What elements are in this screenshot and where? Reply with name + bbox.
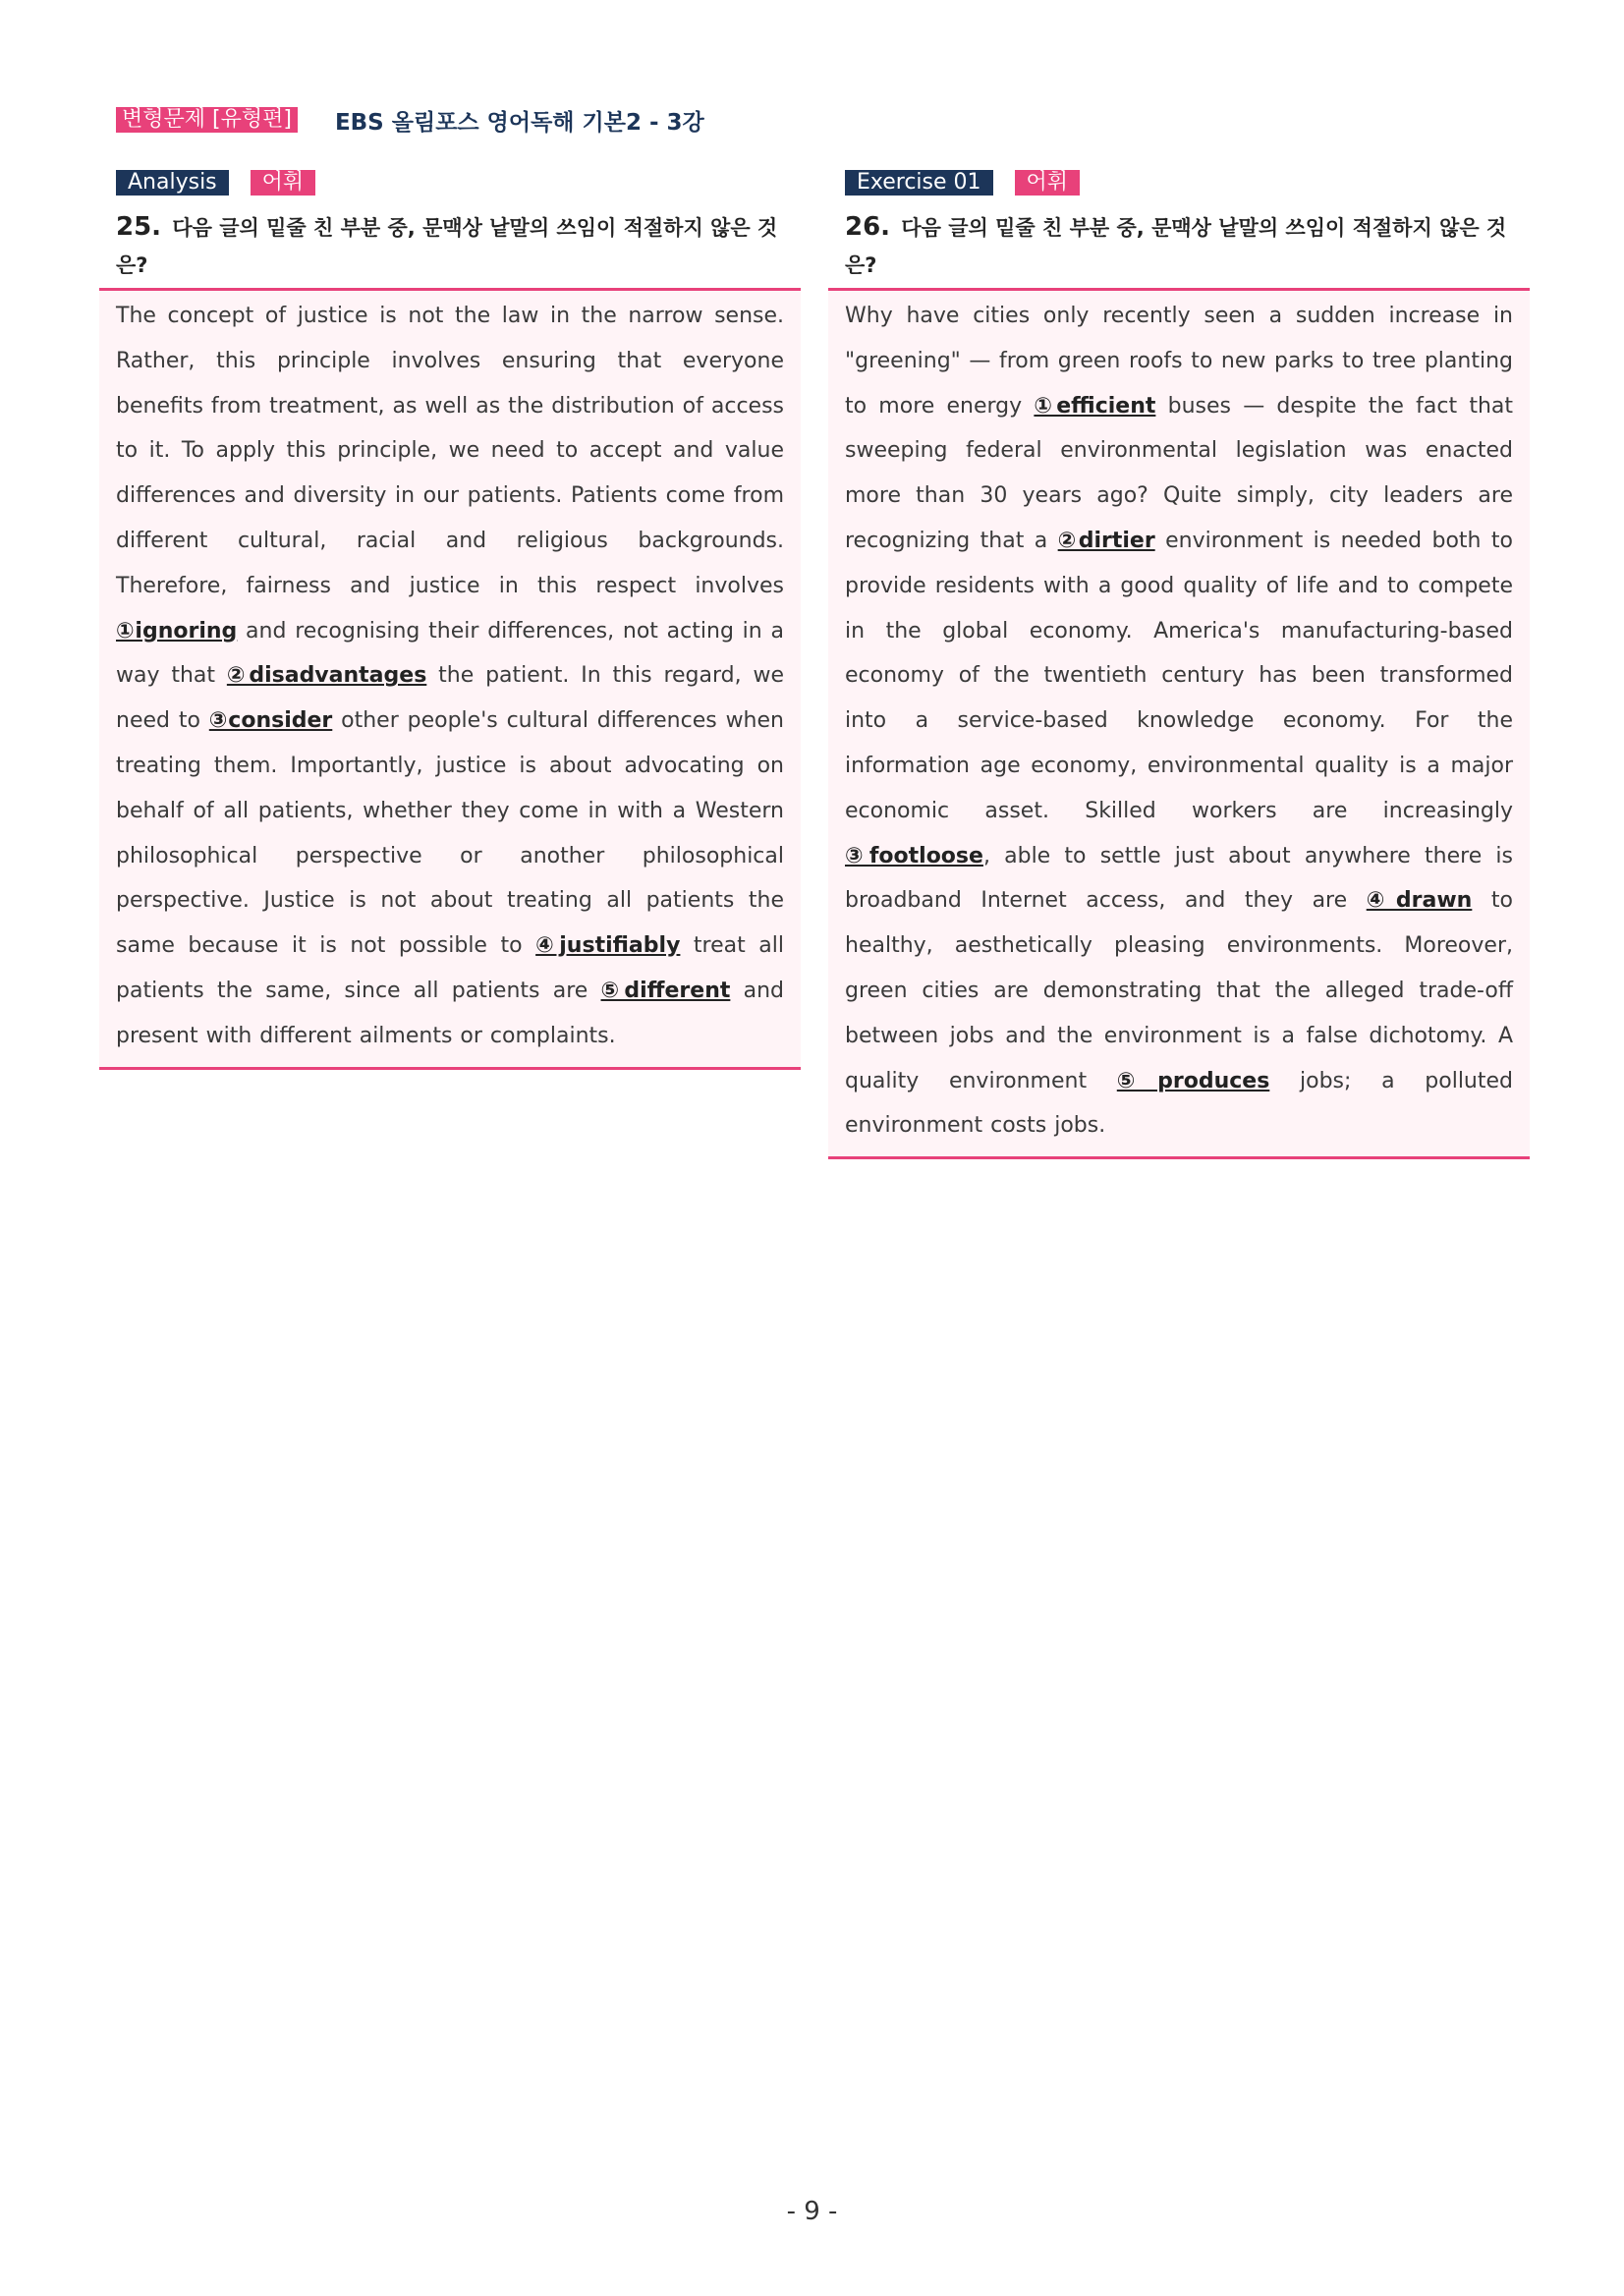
variant-type-tag: 변형문제 [유형편] [116,107,298,133]
underlined-choice-5: ⑤produces [1116,1068,1270,1093]
question-text: 다음 글의 밑줄 친 부분 중, 문맥상 낱말의 쓰임이 적절하지 않은 것은? [845,216,1507,277]
underlined-choice-5: ⑤different [600,978,731,1003]
passage-text: and present with different ailments or complaints. [116,978,784,1048]
exercise-label: Exercise 01 [845,170,993,196]
analysis-label: Analysis [116,170,229,196]
underlined-choice-4: ④justifiably [535,933,681,959]
page-number: - 9 - [786,2197,838,2226]
question-number: 26. [845,212,891,242]
question-text: 다음 글의 밑줄 친 부분 중, 문맥상 낱말의 쓰임이 적절하지 않은 것은? [116,216,778,277]
question-26-prompt [845,208,1530,288]
page-header [116,102,704,138]
passage-text: The concept of justice is not the law in the narrow sense. Rather, this principle involves ensuring that everyone benefits from treatment, as well as the distribution of access to it. To apply this principle, we need to accept and value differences and diversity in our patients. Patients come from different cultural, racial and religious backgrounds. Therefore, fairness and justice in this respect involves [116,304,784,598]
question-25-column [99,169,801,1070]
question-25-tags [116,169,801,196]
underlined-choice-1: ①efficient [1034,393,1156,419]
underlined-choice-3: ③footloose [845,843,983,868]
passage-text: treat all patients the same, since all patients are [116,933,784,1003]
underlined-choice-4: ④drawn [1366,888,1473,914]
question-26-passage [828,288,1530,1159]
underlined-choice-2: ②dirtier [1057,528,1155,553]
question-25-prompt [116,208,801,288]
question-25-passage [99,288,801,1070]
passage-text: jobs; a polluted environment costs jobs. [845,1068,1514,1139]
passage-text: to healthy, aesthetically pleasing environments. Moreover, green cities are demonstrating that the alleged trade-off between jobs and the environment is a false dichotomy. A quality environment [845,888,1513,1093]
underlined-choice-3: ③consider [208,708,333,734]
question-number: 25. [116,212,162,242]
passage-text: environment is needed both to provide residents with a good quality of life and to compete in the global economy. America's manufacturing-based economy of the twentieth century has been transformed into a service-based knowledge economy. For the information age economy, environmental quality is a major economic asset. Skilled workers are increasingly [845,528,1513,823]
vocabulary-tag: 어휘 [1015,170,1081,196]
passage-text: buses — despite the fact that sweeping federal environmental legislation was enacted more than 30 years ago? Quite simply, city leaders are recognizing that a [845,393,1513,553]
question-26-tags [845,169,1530,196]
vocabulary-tag: 어휘 [251,170,316,196]
header-title: EBS 올림포스 영어독해 기본2 - 3강 [334,109,704,136]
passage-text: , able to settle just about anywhere there is broadband Internet access, and they are [845,843,1513,914]
underlined-choice-1: ①ignoring [116,618,238,644]
passage-text: the patient. In this regard, we need to [116,663,784,734]
passage-text: Why have cities only recently seen a sudden increase in "greening" — from green roofs to new parks to tree planting to more energy [845,304,1513,419]
question-26-column [828,169,1530,1159]
underlined-choice-2: ②disadvantages [226,663,427,689]
passage-text: and recognising their differences, not acting in a way that [116,618,784,689]
passage-text: other people's cultural differences when treating them. Importantly, justice is about advocating on behalf of all patients, whether they come in with a Western philosophical perspective or another philosophical perspective. Justice is not about treating all patients the same because it is not possible to [116,708,784,959]
